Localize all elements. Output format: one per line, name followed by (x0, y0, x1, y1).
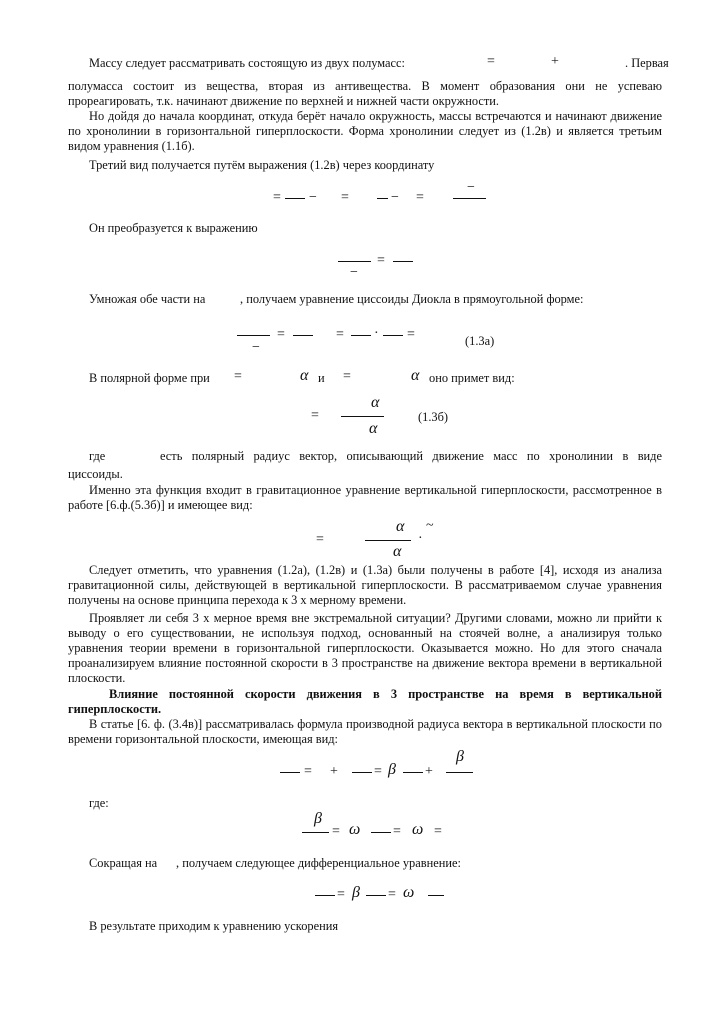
eq1-minus-top: − (467, 180, 475, 195)
eq8-eq-b: = (388, 887, 396, 902)
para-5-end: , получаем уравнение циссоиды Диокла в прямоугольной форме: (240, 292, 584, 306)
eq5-tilde: ~ (426, 518, 434, 533)
eq6-eq-b: = (343, 369, 351, 384)
plus-sign: + (551, 54, 559, 69)
eq3-eq-a: = (277, 327, 285, 342)
para-1-end: . Первая (625, 56, 669, 70)
para-3: Третий вид получается путём выражения (1.2в) через координату (89, 158, 435, 172)
para-5-start: Умножая обе части на (89, 292, 206, 306)
eq6b-beta-mid: β (388, 761, 396, 778)
para-6-start: В полярной форме при (89, 371, 210, 385)
para-13-start: Сокращая на (89, 856, 158, 870)
para-10: Проявляет ли себя 3 х мерное время вне экстремальной ситуации? Другими словами, можно ли прийти к выводу о его существовании, не используя подход, основанный на стоячей волне, а анализируя только уравнения теории времени в горизонтальной гиперплоскости. Оказывается можно. Но для этого сначала проанализируем влияние постоянной скорости в 3 пространстве на движение вектора времени в вертикальной плоскости. (68, 611, 662, 685)
para-9: Следует отметить, что уравнения (1.2а), (1.2в) и (1.3а) были получены в работе [4], исходя из анализа гравитационной силы, действующей в вертикальной гиперплоскости. В рассматриваемом случае уравнения получены на основе принципа перехода к 3 х мерному времени. (68, 563, 662, 607)
eq7-beta-top: β (314, 810, 322, 827)
eq3-frac-bar-d (383, 335, 403, 336)
eq8-frac-bar-c (428, 895, 444, 896)
eq3-eq-b: = (336, 327, 344, 342)
para-7-end: циссоиды. (68, 467, 123, 481)
para-4: Он преобразуется к выражению (89, 221, 258, 235)
section-heading: Влияние постоянной скорости движения в 3 пространстве на время в вертикальной гиперплоскости. (68, 687, 662, 716)
eq7-frac-bar-a (302, 832, 329, 833)
eq6b-frac-bar-c (403, 772, 423, 773)
eq8-frac-bar-a (315, 895, 335, 896)
eq1-frac-bar-b (377, 198, 388, 199)
eq3-eq-c: = (407, 327, 415, 342)
eq5-frac-bar (365, 540, 411, 541)
eq2-frac-bar-a (338, 261, 371, 262)
eq5-alpha-top: α (396, 518, 405, 535)
eq8-eq-a: = (337, 887, 345, 902)
eq6b-beta-top: β (456, 748, 464, 765)
eq6-alpha-b: α (411, 367, 420, 384)
eq5-dot: · (418, 531, 423, 546)
para-14: В результате приходим к уравнению ускорения (89, 919, 339, 933)
eq3-frac-bar-c (351, 335, 371, 336)
eq-sign: = (487, 54, 495, 69)
para-6-and: и (318, 371, 325, 385)
para-13-end: , получаем следующее дифференциальное уравнение: (176, 856, 461, 870)
eq1-frac-bar-c (453, 198, 486, 199)
para-1-start: Массу следует рассматривать состоящую из двух полумасс: (89, 56, 405, 70)
eq4-eq: = (311, 408, 319, 423)
eq3-frac-bar-b (293, 335, 313, 336)
eq3-frac-bar-a (237, 335, 270, 336)
eq4-alpha-top: α (371, 394, 380, 411)
para-12: где: (89, 796, 109, 810)
para-6-end: оно примет вид: (429, 371, 515, 385)
equation-number-1-3b: (1.3б) (418, 410, 449, 424)
eq8-frac-bar-b (366, 895, 386, 896)
para-11: В статье [6. ф. (3.4в)] рассматривалась формула производной радиуса вектора в вертикальной плоскости по времени горизонтальной плоскости, имеющая вид: (68, 717, 662, 746)
eq4-alpha-bottom: α (369, 420, 378, 437)
eq7-eq-b: = (393, 824, 401, 839)
eq6b-frac-bar-d (446, 772, 473, 773)
eq1-frac-bar-a (285, 198, 305, 199)
para-7-where: где (89, 449, 106, 463)
eq4-frac-bar (341, 416, 384, 417)
eq7-omega: ω (349, 821, 361, 838)
eq6-eq-a: = (234, 369, 242, 384)
eq8-beta: β (352, 884, 360, 901)
eq6b-eq-a: = (304, 764, 312, 779)
eq7-eq-a: = (332, 824, 340, 839)
para-8: Именно эта функция входит в гравитационное уравнение вертикальной гиперплоскости, рассмотренное в работе [6.ф.(5.3б)] и имеющее вид: (68, 483, 662, 512)
eq3-minus: − (252, 340, 260, 355)
eq6b-eq-b: = (374, 764, 382, 779)
eq3-dot: · (374, 326, 379, 341)
eq1-eq-c: = (416, 190, 424, 205)
eq5-alpha-bottom: α (393, 543, 402, 560)
para-1-rest: полумасса состоит из вещества, вторая из антивещества. В момент образования они не успеваю прореагировать, т.к. начинают движение по верхней и нижней части окружности. (68, 79, 662, 108)
eq7-omega-b: ω (412, 821, 424, 838)
eq7-frac-bar-b (371, 832, 391, 833)
eq1-eq-b: = (341, 190, 349, 205)
eq7-eq-c: = (434, 824, 442, 839)
equation-number-1-3a: (1.3а) (465, 334, 495, 348)
eq1-minus-b: − (391, 190, 399, 205)
eq2-frac-bar-b (393, 261, 413, 262)
para-2: Но дойдя до начала координат, откуда берёт начало окружность, массы встречаются и начинают движение по хронолинии в горизонтальной гиперплоскости. Форма хронолинии следует из (1.2в) и является третьим видом уравнения (1.1б). (68, 109, 662, 153)
eq6b-frac-bar-a (280, 772, 300, 773)
eq1-minus-a: − (309, 190, 317, 205)
eq6b-plus-a: + (330, 764, 338, 779)
eq2-minus: − (350, 265, 358, 280)
eq1-eq-a: = (273, 190, 281, 205)
eq6-alpha-a: α (300, 367, 309, 384)
eq6b-plus-b: + (425, 764, 433, 779)
eq2-eq: = (377, 253, 385, 268)
eq6b-frac-bar-b (352, 772, 372, 773)
eq5-eq: = (316, 532, 324, 547)
eq8-omega: ω (403, 884, 415, 901)
para-7-text: есть полярный радиус вектор, описывающий движение масс по хронолинии в виде (160, 449, 662, 463)
